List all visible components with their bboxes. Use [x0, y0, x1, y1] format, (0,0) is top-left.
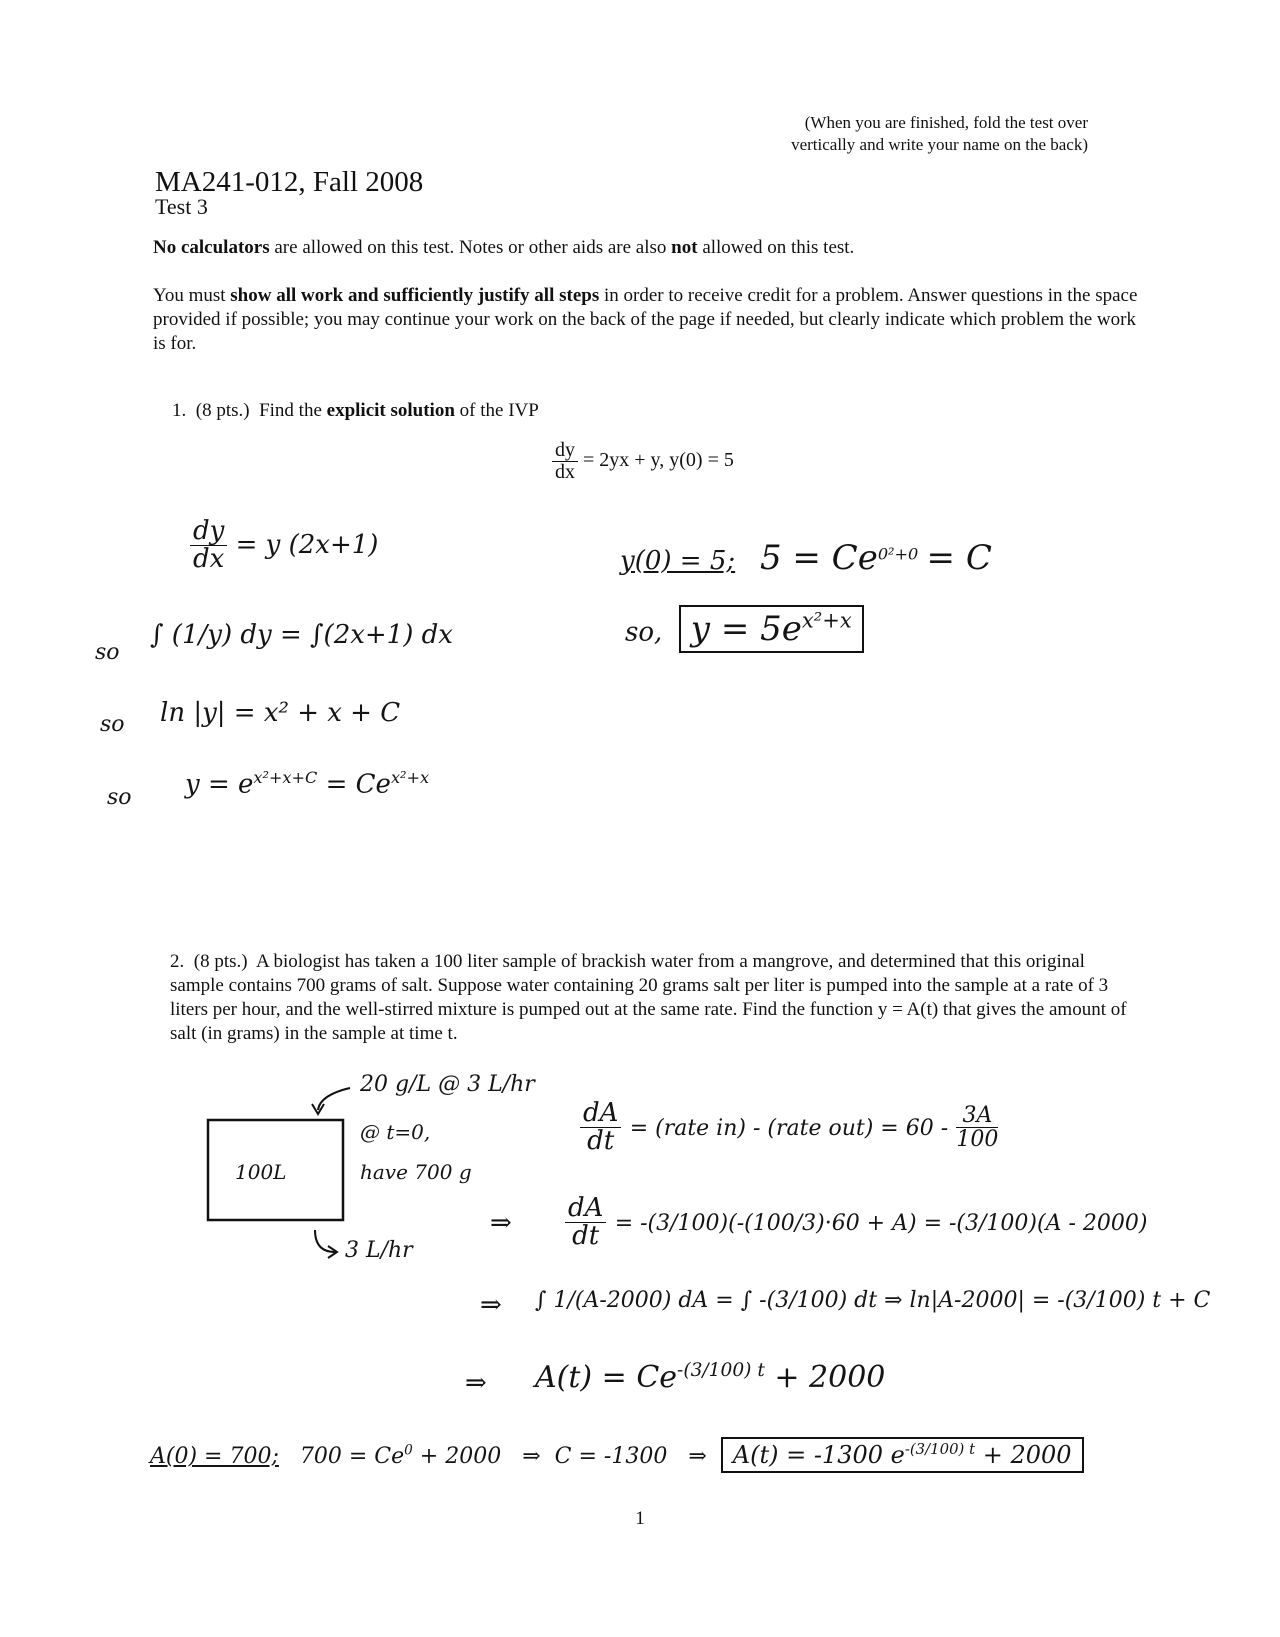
- p2-outflow-label: 3 L/hr: [345, 1238, 413, 1263]
- p2-line4-rhs: + 2000: [774, 1360, 886, 1395]
- fold-instructions: [791, 112, 1088, 156]
- course-title: MA241-012, Fall 2008: [155, 166, 424, 198]
- p2-line2: [565, 1195, 1147, 1251]
- margin-so-2: so: [100, 712, 125, 737]
- p2-ic-exp: 0: [404, 1442, 413, 1459]
- p2-line4-lhs: A(t) = Ce: [535, 1360, 678, 1395]
- p2-rate-den: dt: [587, 1126, 615, 1157]
- calculator-rule-text: are allowed on this test. Notes or other aids are also: [269, 237, 672, 258]
- p2-line2-rhs: = -(3/100)(-(100/3)·60 + A) = -(3/100)(A - 2000): [614, 1210, 1148, 1236]
- p2-answer-exp: -(3/100) t: [904, 1440, 976, 1458]
- problem-1-points: (8 pts.): [195, 400, 250, 421]
- problem-2-points: (8 pts.): [193, 951, 248, 972]
- p2-arrow-2: ⇒: [480, 1290, 502, 1320]
- p1-step4-lhs: y = e: [185, 769, 254, 800]
- calculator-rule-text-end: allowed on this test.: [697, 237, 855, 258]
- p2-rate-frac2-den: 100: [956, 1127, 999, 1153]
- problem-1-number: 1.: [172, 400, 187, 421]
- calculator-rule-not: not: [671, 237, 698, 258]
- p1-step1-den: dx: [193, 544, 225, 575]
- fold-instructions-line1: (When you are finished, fold the test over: [804, 113, 1088, 132]
- p1-step1-rhs: = y (2x+1): [235, 529, 379, 560]
- margin-so-3: so: [107, 785, 132, 810]
- p2-line2-num: dA: [565, 1195, 606, 1223]
- p2-c-value: C = -1300: [554, 1444, 668, 1469]
- p2-rate-equation: [580, 1100, 998, 1156]
- problem-2-number: 2.: [170, 951, 185, 972]
- p2-answer-rhs: + 2000: [982, 1441, 1072, 1469]
- p1-step4-exp2: x²+x: [390, 768, 430, 787]
- p1-step1-frac: [190, 518, 227, 574]
- ivp-den: dx: [555, 461, 575, 483]
- work-rule-rest: in order to receive credit for a problem. Answer questions in the space provided if possible; you may continue your work on the back of the page if needed, but clearly indicate which problem the work is for.: [153, 285, 1138, 354]
- p1-ic-eq: 5 = Ce: [759, 538, 878, 578]
- p1-answer-so: so,: [625, 617, 663, 648]
- p1-step2: ∫ (1/y) dy = ∫(2x+1) dx: [150, 620, 453, 650]
- p2-arrow-3: ⇒: [465, 1368, 487, 1398]
- problem-1-ivp: [552, 440, 734, 483]
- fold-instructions-line2: vertically and write your name on the back): [791, 135, 1088, 154]
- p2-rate-rhs: = (rate in) - (rate out) = 60 -: [629, 1115, 949, 1141]
- p1-answer-base: y = 5e: [690, 609, 802, 650]
- margin-so-1: so: [95, 640, 120, 665]
- p2-ic-eq: 700 = Ce: [299, 1444, 405, 1469]
- p2-have: have 700 g: [360, 1160, 472, 1184]
- p2-answer-lhs: A(t) = -1300 e: [732, 1441, 905, 1469]
- p2-inflow-label: 20 g/L @ 3 L/hr: [360, 1072, 535, 1097]
- p2-rate-num: dA: [580, 1100, 621, 1128]
- p2-line4-exp: -(3/100) t: [677, 1360, 765, 1381]
- work-rule-bold: show all work and sufficiently justify all steps: [230, 285, 600, 306]
- problem-1-text-pre: Find the: [259, 400, 327, 421]
- problem-1-text-post: of the IVP: [454, 400, 539, 421]
- p2-rate-frac: [580, 1100, 621, 1156]
- p2-arrow-1: ⇒: [490, 1208, 512, 1238]
- problem-2-text: A biologist has taken a 100 liter sample of brackish water from a mangrove, and determined that this original sample contains 700 grams of salt. Suppose water containing 20 grams salt per liter is pumped into the sample at a rate of 3 liters per hour, and the well-stirred mixture is pumped out at the same rate. Find the function y = A(t) that gives the amount of salt (in grams) in the sample at time t.: [170, 951, 1127, 1044]
- p1-answer-box: [679, 605, 864, 653]
- p1-answer-exp: x²+x: [801, 608, 852, 633]
- problem-1-text-bold: explicit solution: [326, 400, 455, 421]
- p2-answer-box: [721, 1437, 1084, 1473]
- p2-line3: ∫ 1/(A-2000) dA = ∫ -(3/100) dt ⇒ ln|A-2000| = -(3/100) t + C: [535, 1288, 1211, 1313]
- p2-line2-den: dt: [572, 1221, 600, 1252]
- p2-arrow-4: ⇒: [522, 1444, 541, 1469]
- p1-initial-condition: [620, 538, 992, 578]
- test-title: Test 3: [155, 194, 208, 219]
- ivp-rhs: = 2yx + y, y(0) = 5: [583, 449, 734, 472]
- p2-arrow-5: ⇒: [688, 1444, 707, 1469]
- p2-ic-label: A(0) = 700;: [150, 1444, 279, 1469]
- p2-rate-frac2: [956, 1104, 998, 1151]
- p1-step4-exp: x²+x+C: [253, 768, 318, 787]
- p2-t0: @ t=0,: [360, 1120, 431, 1144]
- ivp-derivative: [552, 440, 578, 483]
- calculator-rule-bold: No calculators: [153, 237, 270, 258]
- p1-step1: [190, 518, 378, 574]
- p2-final-row: [150, 1440, 1084, 1469]
- tank-label: 100L: [235, 1160, 287, 1184]
- p1-step3: ln |y| = x² + x + C: [160, 698, 401, 728]
- work-rule-pre: You must: [153, 285, 231, 306]
- ivp-num: dy: [552, 440, 578, 462]
- p1-ic-label: y(0) = 5;: [620, 546, 736, 576]
- p1-step4-mid: = Ce: [325, 769, 391, 800]
- p1-step4: [185, 768, 429, 800]
- calculator-rule: [153, 236, 1143, 260]
- p2-rate-frac2-num: 3A: [956, 1104, 998, 1128]
- problem-1-statement: [172, 399, 539, 423]
- p1-ic-rhs: = C: [926, 538, 992, 578]
- p2-line2-frac: [565, 1195, 606, 1251]
- p2-line4: [535, 1360, 885, 1395]
- p1-step1-num: dy: [190, 518, 227, 546]
- p2-ic-rest: + 2000: [419, 1444, 502, 1469]
- problem-2-statement: [170, 950, 1130, 1046]
- page-number: 1: [635, 1508, 645, 1529]
- p1-answer: [625, 608, 864, 649]
- work-rule: [153, 284, 1143, 356]
- p1-ic-exp: 0²+0: [877, 544, 919, 564]
